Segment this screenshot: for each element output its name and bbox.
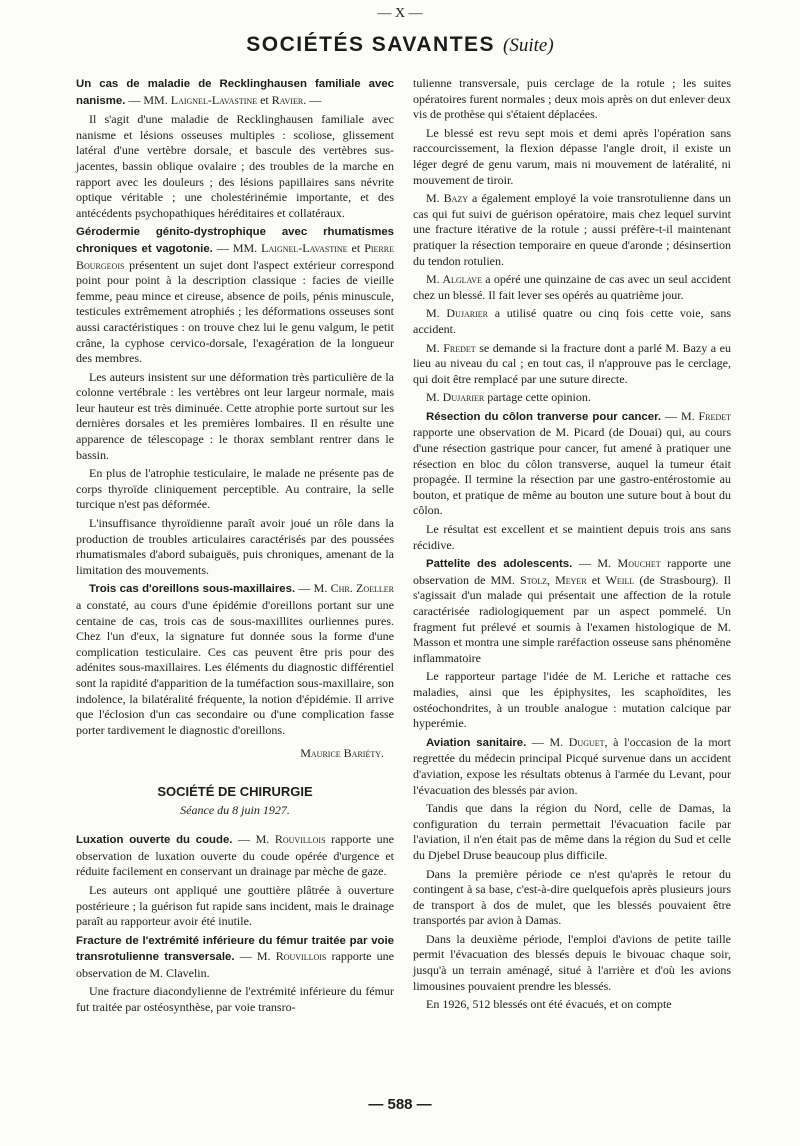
paragraph-fredet: M. Fredet se demande si la fracture dont a parlé M. Bazy a eu lieu au niveau du cal ; en tout cas, il n'approuve pas le cerclage, qui doit être remplacé par une suture directe.: [413, 340, 731, 386]
paragraph: Une fracture diacondylienne de l'extrémité inférieure du fémur fut traitée par ostéosynthèse, par voie transro-: [76, 984, 394, 1015]
paragraph: Tandis que dans la région du Nord, celle de Damas, la configuration du terrain permettait l'évacuation facile par l'aviation, il n'en était pas de même dans la région du Sud et celle du Djebel Druse beaucoup plus difficile.: [413, 801, 731, 862]
section-date: Séance du 8 juin 1927.: [180, 802, 290, 817]
section-roman-numeral: — X —: [377, 6, 423, 21]
paragraph: Dans la deuxième période, l'emploi d'avions de petite taille permit l'évacuation des blessés depuis le bivouac chaque soir, jusqu'à un terrain aménagé, situé à l'arrière et d'où les avions limousines pouvaient prendre les blessés.: [413, 931, 731, 993]
paragraph: Le rapporteur partage l'idée de M. Leriche et rattache ces maladies, ainsi que les épiphysites, les scaphoïdites, les ostéochondrites, à un trouble analogue : mutation calcique par hyperémie.: [413, 669, 731, 731]
author: Duguet: [568, 734, 605, 749]
author: Chr. Zoeller: [330, 581, 395, 596]
paragraph: Le résultat est excellent et se maintient depuis trois ans sans récidive.: [413, 522, 731, 552]
paragraph-dujarier: M. Dujarier a utilisé quatre ou cinq fois cette voie, sans accident.: [413, 306, 731, 336]
page-number: — 588 —: [368, 1096, 432, 1113]
author: Rouvillois: [274, 832, 326, 847]
paragraph: Le blessé est revu sept mois et demi après l'opération sans raccourcissement, la flexion dépasse l'angle droit, il existe un léger degré de genu varum, mais ni mouvement de latéralité, ni mouvement de tiroir.: [413, 125, 731, 187]
author: M. Dujarier: [426, 306, 488, 321]
article-resection-colon: Résection du côlon tranverse pour cancer. — M. Fredet rapporte une observation de M. Picard (de Douai) qui, au cours d'une résection gastrique pour cancer, fut amené à pratiquer une résection en bloc du côlon transverse, auquel la tumeur était propagée. Il termine la résection par une gastro-entérostomie au bouton, et pratique de même au bouton une suture bout à bout du côlon.: [413, 408, 731, 518]
article-patellite: Pattelite des adolescents. — M. Mouchet rapporte une observation de MM. Stolz, Meyer et Weill (de Strasbourg). Il s'agissait d'un malade qui présentait une affection de la rotule caractérisée radiologiquement par un aspect pommelé. Un fragment fut prélevé et soumis à l'examen histologique de M. Masson et montra une simple raréfaction osseuse sans phénomène inflammatoire: [413, 556, 731, 665]
right-column: [413, 76, 731, 1016]
article-title: Trois cas d'oreillons sous-maxillaires.: [89, 583, 296, 596]
author: Fredet: [698, 408, 731, 423]
author: Ravier: [271, 92, 304, 107]
author: M. Alglave: [426, 272, 482, 287]
article-title: Gérodermie génito-dystrophique avec rhumatismes chroniques et vagotonie.: [76, 226, 394, 255]
author: Mouchet: [617, 556, 661, 571]
paragraph: Les auteurs insistent sur une déformation très particulière de la colonne vertébrale : les vertèbres ont leur largeur normale, mais leur hauteur est très diminuée. Cette atrophie porte surtout sur les dernières dorsales et les premières lombaires. Il en résulte une apparence de télescopage : le thorax semblant rentrer dans le bassin.: [76, 369, 394, 462]
author: Laignel-Lavastine: [261, 240, 348, 255]
paragraph: tulienne transversale, puis cerclage de la rotule ; les suites opératoires furent normales ; deux mois après on dut enlever deux vis de prothèse qui s'étaient déplacées.: [413, 76, 731, 122]
article-title: Luxation ouverte du coude.: [76, 834, 233, 847]
paragraph: Les auteurs ont appliqué une gouttière plâtrée à ouverture postérieure ; la guérison fut rapide sans incident, mais le drainage paraît au rapporteur avoir été inutile.: [76, 882, 394, 929]
page-header: [0, 33, 800, 57]
paragraph: Dans la première période ce n'est qu'après le retour du contingent à sa base, c'est-à-dire quelquefois après plusieurs jours de transport à dos de mulet, que les blessés pouvaient être transportés par avion à Damas.: [413, 866, 731, 928]
article-title: Un cas de maladie de Recklinghausen familiale avec nanisme.: [76, 78, 394, 107]
paragraph: En plus de l'atrophie testiculaire, le malade ne présente pas de corps thyroïde cliniquement perceptible. Au contraire, la selle turcique n'est pas déformée.: [76, 466, 394, 512]
paragraph-bazy: M. Bazy a également employé la voie transrotulienne dans un cas qui fut suivi de guérison opératoire, mais chez lequel survint une fracture itérative de la rotule ; aussi préfère-t-il maintenant pratiquer la résection temporaire en queue d'aronde ; désinsertion du tendon rotulien.: [413, 191, 731, 268]
author: Laignel-Lavastine: [170, 92, 258, 107]
signature: Maurice Bariéty.: [300, 746, 384, 761]
article-title: Pattelite des adolescents.: [426, 558, 573, 571]
page-title: SOCIÉTÉS SAVANTES: [246, 33, 496, 56]
paragraph: Il s'agit d'une maladie de Recklinghausen familiale avec nanisme et lésions osseuses multiples : scoliose, glissement latéral d'une vertèbre dorsale, et bascule des vertèbres sus-jacentes, bassin oblique ovalaire ; des troubles de la marche en rapport avec les douleurs ; des lésions papillaires sans névrite optique véritable ; une cholestérinémie importante, et des antécédents psychopathiques héréditaires et collatéraux.: [76, 112, 394, 220]
article-oreillons: Trois cas d'oreillons sous-maxillaires. — M. Chr. Zoeller a constaté, au cours d'une épidémie d'oreillons portant sur une centaine de cas, trois cas de sous-maxillites ourliennes pures. Chez l'un d'eux, la signature fut donnée sous la forme d'une complication testiculaire. Ces cas peuvent être pris pour des adénites sous-maxillaires. Les éléments du diagnostic différentiel sont la rapidité d'apparition de la tuméfaction sous-maxillaire, son indolence, la bilatéralité fréquente, la notion d'épidémie. Il arrive que l'éclosion d'un cas secondaire ou d'une complication fasse porter tardivement le diagnostic d'oreillons.: [76, 581, 395, 737]
author: M. Fredet: [426, 340, 476, 355]
article-gerodermie: Gérodermie génito-dystrophique avec rhumatismes chroniques et vagotonie. — MM. Laignel-Lavastine et Pierre Bourgeois présentent un sujet dont l'aspect extérieur correspond point pour point à la description classique : facies de vieille femme, peau mince et cireuse, absence de poils, pénis minuscule, testicules extrêmement atrophiés ; les déformations osseuses sont aussi caractéristiques : on trouve chez lui le genu valgum, le petit crâne, la cyphose cervico-dorsale, l'exagération de la longueur des membres.: [76, 226, 394, 366]
author: Stolz, Meyer: [520, 572, 587, 587]
paragraph: L'insuffisance thyroïdienne paraît avoir joué un rôle dans la production de troubles articulaires caractérisés par des poussées rhumatismales d'abord subaiguës, puis chroniques, amenant de la limitation des mouvements.: [76, 516, 394, 577]
author: Rouvillois: [275, 949, 327, 964]
paragraph-alglave: M. Alglave a opéré une quinzaine de cas avec un seul accident chez un blessé. Il fait lever ses opérés au quatrième jour.: [413, 272, 731, 302]
paragraph-dujarier-2: M. Dujarier partage cette opinion.: [426, 390, 591, 405]
paragraph: En 1926, 512 blessés ont été évacués, et on compte: [426, 997, 672, 1012]
article-title: Aviation sanitaire.: [426, 736, 527, 749]
left-column: [76, 76, 394, 1019]
article-title: Résection du côlon tranverse pour cancer.: [426, 410, 662, 423]
article-aviation: Aviation sanitaire. — M. Duguet, à l'occasion de la mort regrettée du médecin principal Picqué survenue dans un accident d'aviation, expose les résultats obtenus à l'armée du Levant, pour l'évacuation des blessés par avion.: [413, 734, 731, 797]
article-luxation: Luxation ouverte du coude. — M. Rouvillois rapporte une observation de luxation ouverte du coude opérée d'urgence et réduite facilement en conservant un drainage par mèche de gaze.: [76, 832, 394, 879]
author: Weill: [605, 572, 635, 587]
article-title: Fracture de l'extrémité inférieure du fémur traitée par voie transrotulienne transversale.: [76, 934, 394, 964]
article-recklinghausen: Un cas de maladie de Recklinghausen familiale avec nanisme. — MM. Laignel-Lavastine et Ravier. —: [76, 78, 394, 107]
author: M. Bazy: [426, 191, 469, 206]
section-title: SOCIÉTÉ DE CHIRURGIE: [157, 783, 313, 799]
article-fracture-femur: Fracture de l'extrémité inférieure du fémur traitée par voie transrotulienne transversale. — M. Rouvillois rapporte une observation de M. Clavelin.: [76, 934, 394, 980]
page-title-suite: (Suite): [503, 35, 554, 56]
author: M. Dujarier: [426, 390, 485, 405]
author: Pierre Bourgeois: [76, 240, 394, 272]
